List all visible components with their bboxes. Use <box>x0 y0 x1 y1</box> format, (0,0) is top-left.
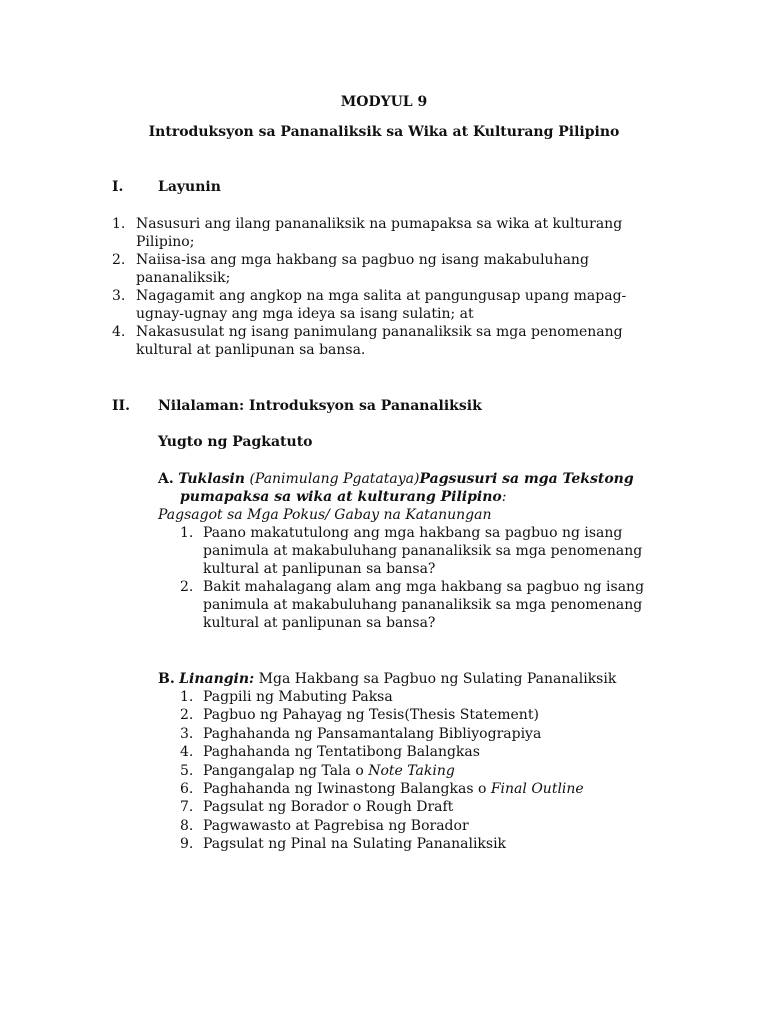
step-4-text: Paghahanda ng Tentatibong Balangkas <box>203 744 480 760</box>
objective-2-line-2: pananaliksik; <box>136 270 231 286</box>
document-title: Introduksyon sa Pananaliksik sa Wika at Kulturang Pilipino <box>148 124 620 140</box>
step-7 <box>203 798 453 816</box>
section-1-heading: Layunin <box>158 179 221 195</box>
objective-4-line-1: Nakasusulat ng isang panimulang pananaliksik sa mga penomenang <box>136 324 623 340</box>
part-a-heading <box>158 470 634 488</box>
section-1-number: I. <box>112 179 124 195</box>
objective-2-number: 2. <box>112 252 126 268</box>
step-6 <box>203 780 584 798</box>
objective-4-number: 4. <box>112 324 126 340</box>
step-4-number: 4. <box>180 744 194 760</box>
step-8 <box>203 817 469 835</box>
step-5 <box>203 762 455 780</box>
step-9 <box>203 835 506 853</box>
question-2-line-3: kultural at panlipunan sa bansa? <box>203 615 436 631</box>
section-2-heading: Nilalaman: Introduksyon sa Pananaliksik <box>158 398 482 414</box>
question-1-line-1: Paano makatutulong ang mga hakbang sa pagbuo ng isang <box>203 525 623 541</box>
question-1-line-2: panimula at makabuluhang pananaliksik sa mga penomenang <box>203 543 643 559</box>
part-b-title: Mga Hakbang sa Pagbuo ng Sulating Pananaliksik <box>258 671 617 687</box>
step-6-text: Paghahanda ng Iwinastong Balangkas o <box>203 781 491 797</box>
step-1-number: 1. <box>180 689 194 705</box>
part-b-letter: B. <box>158 671 175 687</box>
step-8-text: Pagwawasto at Pagrebisa ng Borador <box>203 818 469 834</box>
step-3-number: 3. <box>180 726 194 742</box>
objective-3-number: 3. <box>112 288 126 304</box>
step-5-number: 5. <box>180 763 194 779</box>
step-3-text: Paghahanda ng Pansamantalang Bibliyograpiya <box>203 726 542 742</box>
part-a-title-2: pumapaksa sa wika at kulturang Pilipino <box>180 489 502 505</box>
part-a-label: Tuklasin <box>178 471 245 487</box>
objective-2-line-1: Naiisa-isa ang mga hakbang sa pagbuo ng isang makabuluhang <box>136 252 589 268</box>
step-9-number: 9. <box>180 836 194 852</box>
step-9-text: Pagsulat ng Pinal na Sulating Pananaliksik <box>203 836 507 852</box>
step-7-text: Pagsulat ng Borador o Rough Draft <box>203 799 454 815</box>
objective-3-line-1: Nagagamit ang angkop na mga salita at pangungusap upang mapag- <box>136 288 627 304</box>
question-1-number: 1. <box>180 525 194 541</box>
module-title: MODYUL 9 <box>340 94 428 110</box>
learning-stage-heading: Yugto ng Pagkatuto <box>158 434 313 450</box>
part-a-title-1: Pagsusuri sa mga Tekstong <box>419 471 634 487</box>
objective-3-line-2: ugnay-ugnay ang mga ideya sa isang sulatin; at <box>136 306 474 322</box>
step-6-italic-term: Final Outline <box>490 781 584 797</box>
part-a-subtitle: (Panimulang Pgatataya) <box>249 471 420 487</box>
objective-4-line-2: kultural at panlipunan sa bansa. <box>136 342 366 358</box>
part-b-label: Linangin: <box>179 671 255 687</box>
question-1-line-3: kultural at panlipunan sa bansa? <box>203 561 436 577</box>
section-2-number: II. <box>112 398 130 414</box>
step-1-text: Pagpili ng Mabuting Paksa <box>203 689 393 705</box>
part-a-guide-label: Pagsagot sa Mga Pokus/ Gabay na Katanungan <box>158 507 492 523</box>
step-2-text: Pagbuo ng Pahayag ng Tesis(Thesis Statement) <box>203 707 539 723</box>
step-7-number: 7. <box>180 799 194 815</box>
step-8-number: 8. <box>180 818 194 834</box>
question-2-line-2: panimula at makabuluhang pananaliksik sa mga penomenang <box>203 597 643 613</box>
step-5-italic-term: Note Taking <box>368 763 455 779</box>
objective-1-line-1: Nasusuri ang ilang pananaliksik na pumapaksa sa wika at kulturang <box>136 216 623 232</box>
question-2-line-1: Bakit mahalagang alam ang mga hakbang sa pagbuo ng isang <box>203 579 645 595</box>
step-6-number: 6. <box>180 781 194 797</box>
step-2 <box>203 706 539 724</box>
step-3 <box>203 725 541 743</box>
part-a-title-continuation <box>180 488 506 506</box>
objective-1-line-2: Pilipino; <box>136 234 195 250</box>
part-a-colon: : <box>501 489 507 505</box>
step-2-number: 2. <box>180 707 194 723</box>
part-a-letter: A. <box>158 471 174 487</box>
part-b-heading <box>158 670 616 688</box>
question-2-number: 2. <box>180 579 194 595</box>
step-4 <box>203 743 480 761</box>
step-1 <box>203 688 393 706</box>
step-5-text: Pangangalap ng Tala o <box>203 763 369 779</box>
objective-1-number: 1. <box>112 216 126 232</box>
